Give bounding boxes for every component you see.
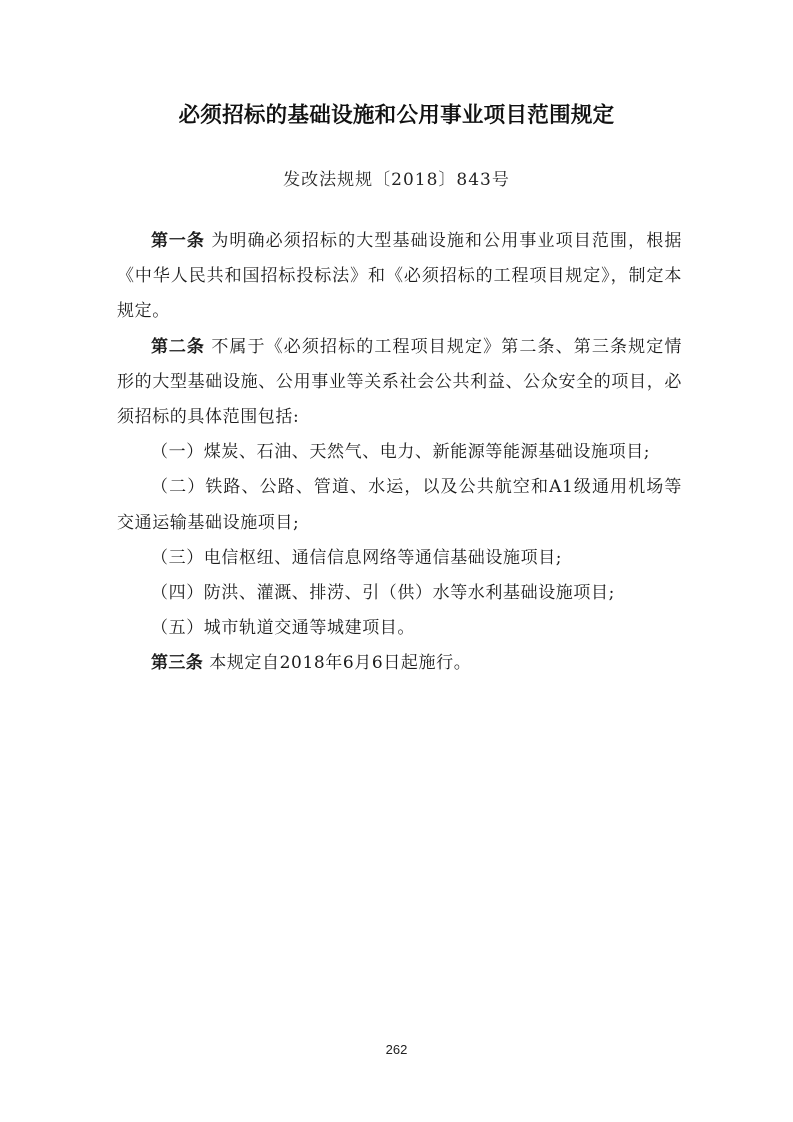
- article-1-text: 为明确必须招标的大型基础设施和公用事业项目范围，根据《中华人民共和国招标投标法》和《必须招标的工程项目规定》，制定本规定。: [117, 231, 682, 322]
- article-2-label: 第二条: [151, 336, 205, 357]
- article-3-label: 第三条: [151, 653, 204, 674]
- page-number: 262: [385, 1042, 408, 1057]
- document-body: [117, 224, 682, 682]
- article-2-text: 不属于《必须招标的工程项目规定》第二条、第三条规定情形的大型基础设施、公用事业等关系社会公共利益、公众安全的项目，必须招标的具体范围包括:: [117, 336, 682, 428]
- list-item-3: （三）电信枢纽、通信信息网络等通信基础设施项目;: [151, 547, 563, 568]
- list-item-5: （五）城市轨道交通等城建项目。: [151, 618, 415, 639]
- article-3-text: 本规定自2018年6月6日起施行。: [209, 653, 472, 674]
- article-1-label: 第一条: [151, 231, 205, 251]
- list-item-1: （一）煤炭、石油、天然气、电力、新能源等能源基础设施项目;: [151, 442, 651, 463]
- list-item-4: （四）防洪、灌溉、排涝、引（供）水等水利基础设施项目;: [151, 583, 615, 604]
- article-3: [117, 646, 682, 681]
- article-2: [117, 330, 682, 436]
- document-title: 必须招标的基础设施和公用事业项目范围规定: [178, 103, 615, 128]
- document-number: 发改法规规〔2018〕843号: [283, 170, 510, 190]
- list-item-2: （二）铁路、公路、管道、水运，以及公共航空和A1级通用机场等交通运输基础设施项目;: [117, 477, 682, 533]
- article-1: [117, 224, 682, 330]
